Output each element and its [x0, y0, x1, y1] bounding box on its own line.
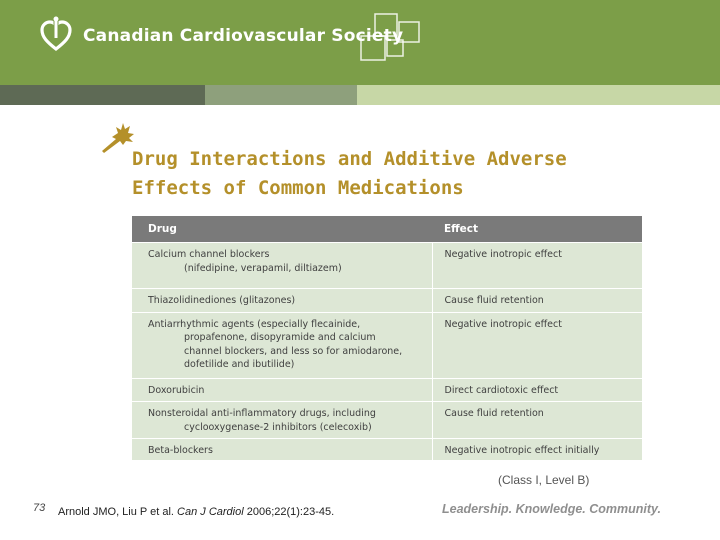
- effect-cell: Cause fluid retention: [432, 402, 642, 439]
- square-decoration-icon: [355, 12, 425, 72]
- drug-name: Antiarrhythmic agents (especially flecainide,: [148, 318, 361, 330]
- slide-title: [132, 145, 692, 203]
- drug-detail: dofetilide and ibutilide): [184, 359, 295, 370]
- ccs-heart-logo-icon: [38, 16, 74, 52]
- citation: [58, 506, 334, 518]
- table-row: [132, 402, 642, 439]
- table-row: [132, 378, 642, 402]
- drug-name: Beta-blockers: [148, 445, 213, 456]
- citation-journal: Can J Cardiol: [177, 506, 244, 518]
- table-row: [132, 312, 642, 378]
- drug-detail: propafenone, disopyramide and calcium: [184, 332, 376, 343]
- drug-cell: [132, 439, 432, 463]
- column-header-effect: Effect: [432, 216, 642, 243]
- slide-title-line2: Effects of Common Medications: [132, 177, 464, 199]
- drug-detail: cyclooxygenase-2 inhibitors (celecoxib): [184, 421, 372, 433]
- header-bar: [0, 0, 720, 85]
- slide-title-line1: Drug Interactions and Additive Adverse: [132, 148, 567, 170]
- citation-authors: Arnold JMO, Liu P et al.: [58, 506, 178, 518]
- drug-name: Doxorubicin: [148, 384, 205, 396]
- effect-cell: Negative inotropic effect initially: [432, 439, 642, 463]
- header-band-mid: [205, 85, 357, 105]
- column-header-drug: Drug: [132, 216, 432, 243]
- org-name: Canadian Cardiovascular Society: [83, 26, 404, 46]
- drug-cell: [132, 289, 432, 313]
- page-number: 73: [33, 502, 46, 514]
- drug-name: Nonsteroidal anti-inflammatory drugs, including: [148, 408, 376, 419]
- effect-cell: Direct cardiotoxic effect: [432, 378, 642, 402]
- drug-detail: channel blockers, and less so for amiodarone,: [184, 345, 403, 357]
- evidence-class-note: (Class I, Level B): [498, 473, 590, 487]
- header-band-dark: [0, 85, 205, 105]
- drug-cell: [132, 312, 432, 378]
- drug-name: Calcium channel blockers: [148, 249, 270, 260]
- drug-cell: [132, 378, 432, 402]
- effect-cell: Negative inotropic effect: [432, 312, 642, 378]
- effect-cell: Negative inotropic effect: [432, 243, 642, 289]
- tagline: Leadership. Knowledge. Community.: [442, 502, 662, 516]
- table-row: [132, 243, 642, 289]
- citation-details: 2006;22(1):23-45.: [243, 506, 335, 518]
- table-header-row: [132, 216, 642, 243]
- drug-interaction-table: [132, 216, 642, 460]
- drug-cell: [132, 402, 432, 439]
- header-band-light: [357, 85, 720, 105]
- drug-name: Thiazolidinediones (glitazones): [148, 295, 296, 306]
- effect-cell: Cause fluid retention: [432, 289, 642, 313]
- table-row: [132, 439, 642, 463]
- table-row: [132, 289, 642, 313]
- drug-detail: (nifedipine, verapamil, diltiazem): [184, 262, 342, 274]
- drug-cell: [132, 243, 432, 289]
